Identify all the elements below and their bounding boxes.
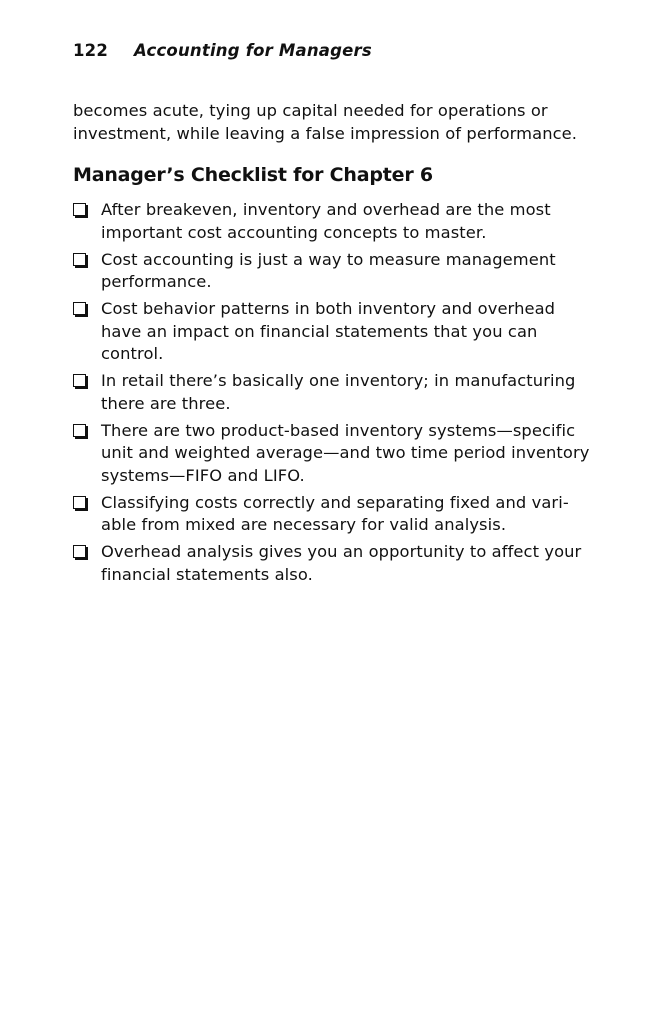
checklist-item [73, 492, 593, 537]
checkbox-icon [73, 253, 86, 266]
checklist-heading: Manager’s Checklist for Chapter 6 [73, 164, 433, 186]
checkbox-icon [73, 203, 86, 216]
checklist-item [73, 298, 593, 366]
running-head [73, 41, 372, 60]
checklist-item [73, 420, 593, 488]
checkbox-icon [73, 545, 86, 558]
checkbox-icon [73, 302, 86, 315]
intro-paragraph: becomes acute, tying up capital needed for operations or investment, while leaving a false impression of performance. [73, 101, 578, 143]
checklist-item [73, 199, 593, 244]
checklist-item-text: Cost behavior patterns in both inventory and overhead have an impact on financial statements that you can control. [101, 299, 556, 363]
checklist-item-text: In retail there’s basically one inventory; in manufacturing there are three. [101, 371, 576, 413]
checklist-item-text: Overhead analysis gives you an opportunity to affect your financial statements also. [101, 542, 582, 584]
checkbox-icon [73, 374, 86, 387]
checkbox-icon [73, 496, 86, 509]
checklist-item [73, 541, 593, 586]
checkbox-icon [73, 424, 86, 437]
checklist-item-text: After breakeven, inventory and overhead are the most important cost accounting concepts to master. [101, 200, 551, 242]
checklist [73, 199, 593, 591]
checklist-item [73, 370, 593, 415]
checklist-item [73, 249, 593, 294]
checklist-item-text: There are two product-based inventory systems—specific unit and weighted average—and two time period inventory systems—FIFO and LIFO. [101, 420, 590, 485]
book-title: Accounting for Managers [134, 41, 372, 60]
page-number: 122 [73, 41, 109, 60]
checklist-item-text: Cost accounting is just a way to measure management performance. [101, 249, 556, 291]
checklist-item-text: Classifying costs correctly and separating fixed and vari-able from mixed are necessary for valid analysis. [101, 492, 569, 534]
